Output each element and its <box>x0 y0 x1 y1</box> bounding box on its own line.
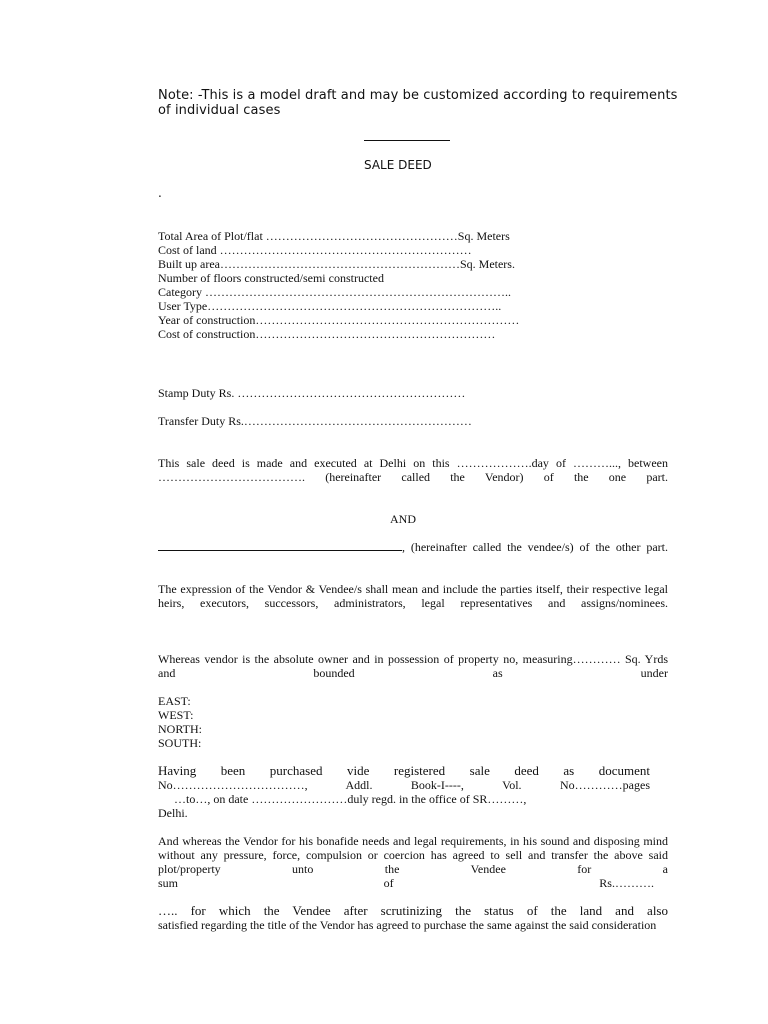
rs-amount-blank: Rs.………. <box>599 876 654 890</box>
boundary-east: EAST: <box>158 694 191 708</box>
model-draft-note: Note: -This is a model draft and may be customized according to requirements of individual cases <box>158 88 678 118</box>
purchase-line-3: …to…, on date ……………………duly regd. in the office of SR………, <box>174 792 527 806</box>
of-word: of <box>383 876 394 890</box>
detail-category: Category ………………………………………………………………….. <box>158 285 511 299</box>
detail-year-of-construction: Year of construction………………………………………………………… <box>158 313 520 327</box>
purchase-line-1: Having been purchased vide registered sale deed as document <box>158 763 650 778</box>
detail-cost-of-construction: Cost of construction…………………………………………………… <box>158 327 496 341</box>
purchase-line-2: No……………………………, Addl. Book-I----, Vol. No…………pages <box>158 778 650 792</box>
title-rule <box>364 140 450 141</box>
scrutinizing-paragraph <box>158 904 668 932</box>
boundary-south: SOUTH: <box>158 736 202 750</box>
boundary-north: NORTH: <box>158 722 202 736</box>
detail-number-of-floors: Number of floors constructed/semi constructed <box>158 271 384 285</box>
document-title: SALE DEED <box>364 158 432 172</box>
stray-dot: . <box>158 186 162 200</box>
purchase-paragraph <box>158 764 650 820</box>
sum-word: sum <box>158 876 179 890</box>
vendee-paragraph <box>158 540 668 554</box>
execution-paragraph: This sale deed is made and executed at Delhi on this ……………….day of ………..., between ………………………………. (hereinafter called the Vendor) of the one part. <box>158 456 668 484</box>
expression-paragraph: The expression of the Vendor & Vendee/s shall mean and include the parties itself, their respective legal heirs, executors, successors, administrators, legal representatives and assigns/nominees. <box>158 582 668 610</box>
detail-user-type: User Type……………………………………………………………….. <box>158 299 502 313</box>
and-separator: AND <box>390 512 416 526</box>
whereas-paragraph: Whereas vendor is the absolute owner and in possession of property no, measuring………… Sq. Yrds and bounded as under <box>158 652 668 680</box>
scrutinizing-lead-dots: ….. <box>158 903 178 918</box>
vendee-name-blank <box>158 540 402 551</box>
scrutinizing-line-1-text: for which the Vendee after scrutinizing the status of the land and also <box>177 903 668 918</box>
vendee-paragraph-text: , (hereinafter called the vendee/s) of the other part. <box>402 540 668 554</box>
scrutinizing-line-1 <box>158 904 668 918</box>
detail-total-area: Total Area of Plot/flat …………………………………………Sq. Meters <box>158 229 510 243</box>
property-details <box>158 229 668 341</box>
boundary-west: WEST: <box>158 708 194 722</box>
bonafide-paragraph: And whereas the Vendor for his bonafide needs and legal requirements, in his sound and disposing mind without any pressure, force, compulsion or coercion has agreed to sell and transfer the above said plot/property unto the Vendee for a <box>158 834 668 876</box>
stamp-duty-line: Stamp Duty Rs. ………………………………………………… <box>158 386 466 400</box>
scrutinizing-rest: satisfied regarding the title of the Vendor has agreed to purchase the same against the said consideration <box>158 918 657 932</box>
purchase-line-4: Delhi. <box>158 806 188 820</box>
detail-cost-of-land: Cost of land ……………………………………………………… <box>158 243 472 257</box>
boundaries-list <box>158 694 668 750</box>
transfer-duty-line: Transfer Duty Rs.………………………………………………… <box>158 414 472 428</box>
detail-built-up-area: Built up area……………………………………………………Sq. Meters. <box>158 257 515 271</box>
sum-line <box>158 876 654 890</box>
